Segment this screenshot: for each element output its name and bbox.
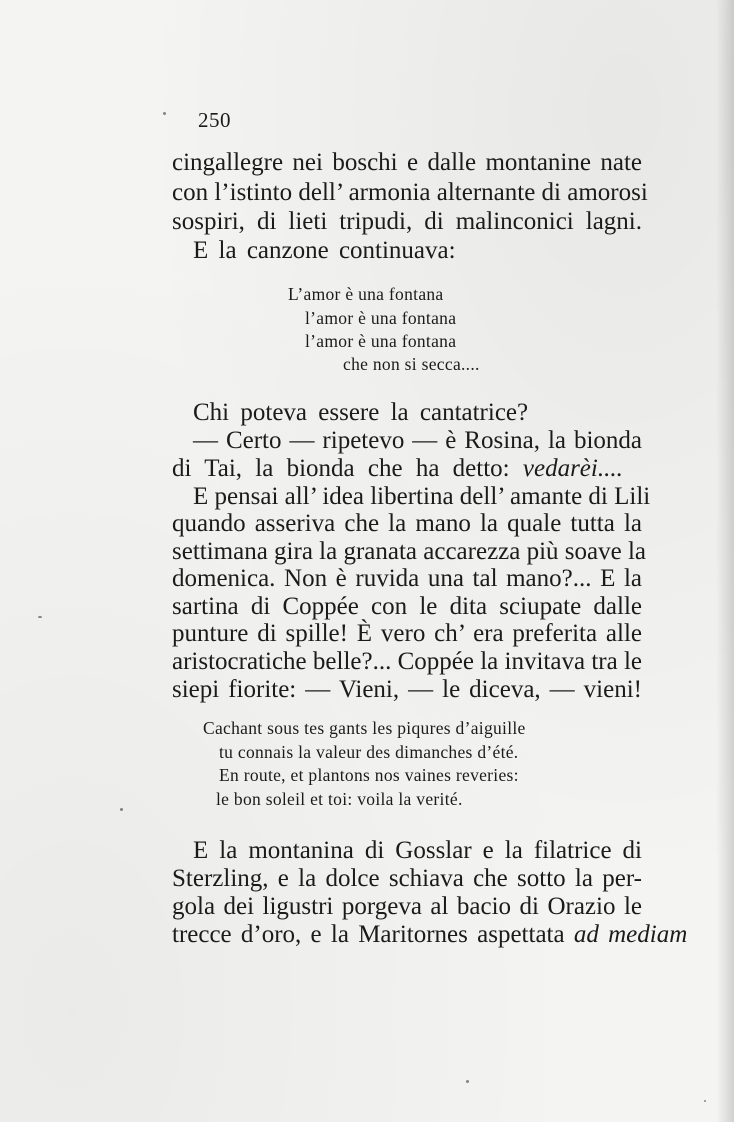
page-edge-shadow [716, 0, 734, 1122]
paper-speck [38, 616, 42, 618]
text-line: E la montanina di Gosslar e la filatrice di [193, 837, 642, 864]
text-line: Chi poteva essere la cantatrice? [193, 399, 529, 426]
italic-span: ad mediam [573, 921, 688, 948]
text-line: E pensai all’ idea libertina dell’ amante di Lili [193, 483, 651, 510]
text-line: sartina di Coppée con le dita sciupate dalle [172, 593, 642, 620]
text-span: trecce d’oro, e la Maritornes aspettata [172, 921, 565, 948]
verse-line: le bon soleil et toi: voila la verité. [216, 789, 463, 809]
text-line: E la canzone continuava: [193, 237, 456, 264]
text-line: — Certo — ripetevo — è Rosina, la bionda [193, 427, 642, 454]
paper-speck [163, 112, 166, 115]
verse-line: tu connais la valeur des dimanches d’été. [219, 742, 519, 762]
text-line [172, 921, 688, 948]
page-number: 250 [198, 108, 231, 132]
text-line: aristocratiche belle?... Coppée la invitava tra le [172, 648, 642, 675]
text-line: punture di spille! È vero ch’ era preferita alle [172, 620, 642, 647]
text-line: siepi fiorite: — Vieni, — le diceva, — vieni! [172, 676, 642, 703]
verse-line: En route, et plantons nos vaines reveries: [219, 765, 519, 785]
verse-line: l’amor è una fontana [305, 331, 457, 351]
text-line: settimana gira la granata accarezza più soave la [172, 538, 647, 565]
italic-span: vedarèi.... [522, 455, 623, 482]
text-line: quando asseriva che la mano la quale tutta la [172, 510, 642, 537]
verse-line: Cachant sous tes gants les piqures d’aiguille [203, 718, 526, 738]
text-line: sospiri, di lieti tripudi, di malinconici lagni. [172, 208, 642, 235]
verse-line: L’amor è una fontana [288, 284, 444, 304]
text-line: Sterzling, e la dolce schiava che sotto la per- [172, 865, 642, 892]
paper-speck [704, 1100, 706, 1102]
paper-speck [466, 1080, 469, 1083]
text-line: cingallegre nei boschi e dalle montanine nate [172, 149, 642, 176]
verse-line: che non si secca.... [343, 354, 480, 374]
text-line: gola dei ligustri porgeva al bacio di Orazio le [172, 893, 642, 920]
verse-line: l’amor è una fontana [305, 308, 457, 328]
text-line: domenica. Non è ruvida una tal mano?... E la [172, 565, 642, 592]
text-line: con l’istinto dell’ armonia alternante di amorosi [172, 179, 648, 206]
paper-speck [120, 808, 123, 811]
text-span: di Tai, la bionda che ha detto: [172, 455, 510, 482]
text-line [172, 456, 642, 481]
